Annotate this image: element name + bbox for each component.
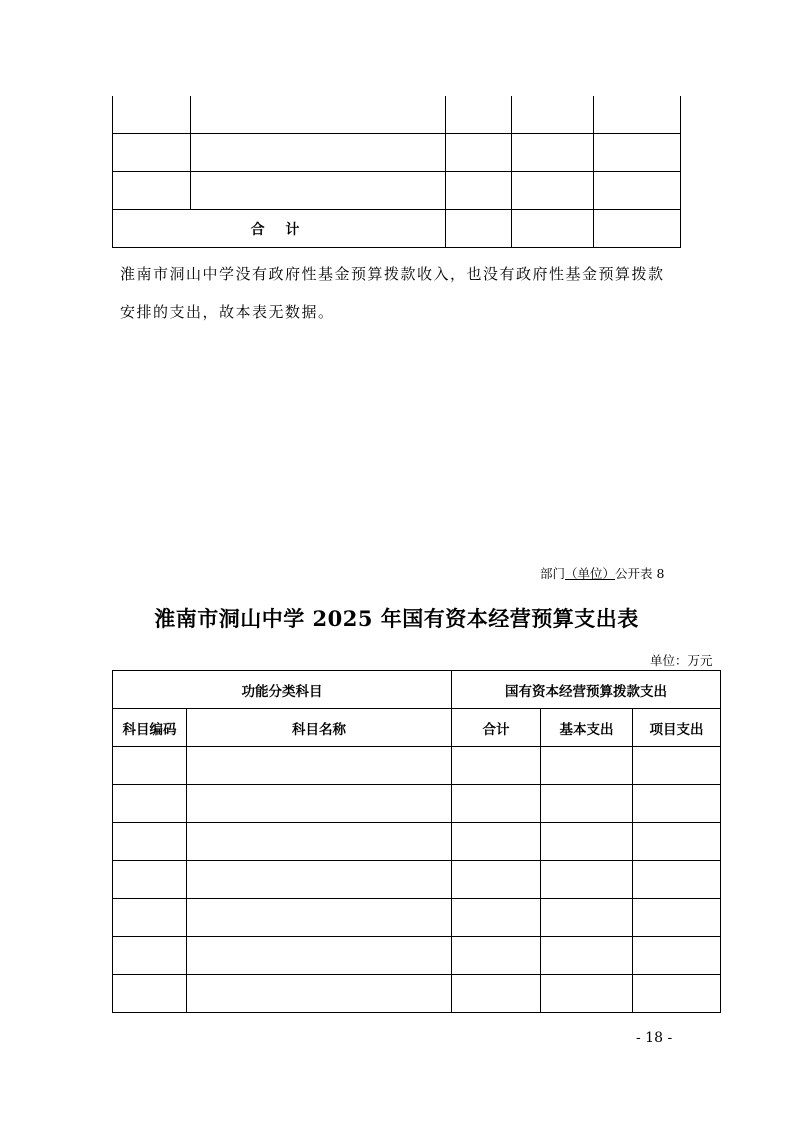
header-row: [113, 709, 721, 747]
header-functional-category: 功能分类科目: [113, 671, 452, 709]
total-label: 合 计: [113, 210, 446, 248]
table-row: [113, 937, 721, 975]
unit-label: 单位：万元: [650, 653, 713, 668]
header-subject-name: 科目名称: [187, 709, 452, 747]
table-row: [113, 975, 721, 1013]
header-state-capital-expenditure: 国有资本经营预算拨款支出: [452, 671, 721, 709]
table-row: [113, 96, 681, 134]
table-row: [113, 785, 721, 823]
header-basic-expenditure: 基本支出: [541, 709, 633, 747]
public-no-unit: （单位）: [565, 566, 616, 581]
page-number: - 18 -: [636, 1030, 673, 1046]
table-row: [113, 861, 721, 899]
header-group-row: [113, 671, 721, 709]
public-no-suffix: 公开表 8: [615, 566, 665, 581]
note-line-1: 淮南市洞山中学没有政府性基金预算拨款收入，也没有政府性基金预算拨款: [120, 265, 665, 283]
header-project-expenditure: 项目支出: [633, 709, 721, 747]
budget-table: [112, 670, 721, 1013]
header-subject-code: 科目编码: [113, 709, 187, 747]
table-row: [113, 134, 681, 172]
header-total: 合计: [452, 709, 541, 747]
table-row: [113, 172, 681, 210]
public-table-number: [540, 564, 664, 582]
table-row: [113, 823, 721, 861]
table-row: [113, 899, 721, 937]
total-row: [113, 210, 681, 248]
table-row: [113, 747, 721, 785]
public-no-prefix: 部门: [540, 566, 566, 581]
page-title: 淮南市洞山中学 2025 年国有资本经营预算支出表: [154, 606, 639, 631]
continued-table: [112, 96, 681, 248]
note-line-2: 安排的支出，故本表无数据。: [120, 303, 335, 321]
